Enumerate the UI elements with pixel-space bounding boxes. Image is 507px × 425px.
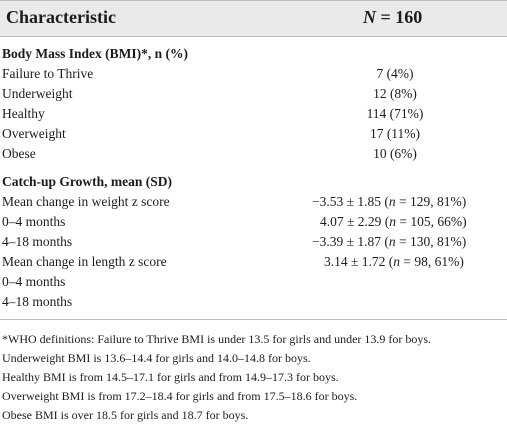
footnote: Overweight BMI is from 17.2–18.4 for girls and from 17.5–18.6 for boys. bbox=[2, 389, 358, 403]
table-header bbox=[0, 0, 507, 37]
footnote: *WHO definitions: Failure to Thrive BMI is under 13.5 for girls and under 13.9 for boys. bbox=[2, 332, 432, 346]
footnote: Obese BMI is over 18.5 for girls and 18.7 for boys. bbox=[2, 408, 249, 422]
section-catchup-title: Catch-up Growth, mean (SD) bbox=[2, 174, 173, 189]
header-n-value: = 160 bbox=[380, 7, 423, 27]
header-characteristic: Characteristic bbox=[6, 7, 116, 27]
row-label: Healthy bbox=[2, 106, 45, 121]
row-value: 10 (6%) bbox=[373, 146, 417, 161]
footnote: Healthy BMI is from 14.5–17.1 for girls and from 14.9–17.3 for boys. bbox=[2, 370, 339, 384]
row-value: −3.39 ± 1.87 (n = 130, 81%) bbox=[312, 234, 467, 249]
row-value: 4.07 ± 2.29 (n = 105, 66%) bbox=[320, 214, 467, 229]
section-bmi bbox=[0, 44, 507, 64]
section-catchup bbox=[0, 172, 507, 192]
table-row bbox=[0, 252, 507, 272]
row-label: 0–4 months bbox=[2, 274, 66, 289]
table-row bbox=[0, 124, 507, 144]
row-value: −3.53 ± 1.85 (n = 129, 81%) bbox=[312, 194, 467, 209]
row-label: 4–18 months bbox=[2, 294, 73, 309]
row-value: 114 (71%) bbox=[366, 106, 424, 121]
row-value: 12 (8%) bbox=[373, 86, 417, 101]
table-row bbox=[0, 144, 507, 164]
row-label: Failure to Thrive bbox=[2, 66, 94, 81]
row-label: Underweight bbox=[2, 86, 73, 101]
row-label: Obese bbox=[2, 146, 36, 161]
table-bottom-rule bbox=[0, 319, 507, 320]
header-n-label: N bbox=[363, 7, 376, 27]
row-value: 17 (11%) bbox=[369, 126, 421, 141]
table-row bbox=[0, 292, 507, 312]
table-row bbox=[0, 232, 507, 252]
section-bmi-title: Body Mass Index (BMI)*, n (%) bbox=[2, 46, 189, 61]
row-label: Mean change in length z score bbox=[2, 254, 167, 269]
table-row bbox=[0, 64, 507, 84]
footnote: Underweight BMI is 13.6–14.4 for girls and 14.0–14.8 for boys. bbox=[2, 351, 311, 365]
row-label: 0–4 months bbox=[2, 214, 66, 229]
row-label: 4–18 months bbox=[2, 234, 73, 249]
row-label: Overweight bbox=[2, 126, 66, 141]
table-row bbox=[0, 192, 507, 212]
table-row bbox=[0, 212, 507, 232]
row-label: Mean change in weight z score bbox=[2, 194, 170, 209]
row-value: 3.14 ± 1.72 (n = 98, 61%) bbox=[324, 254, 464, 269]
table-row bbox=[0, 272, 507, 292]
row-value: 7 (4%) bbox=[376, 66, 414, 81]
table-row bbox=[0, 84, 507, 104]
table-row bbox=[0, 104, 507, 124]
